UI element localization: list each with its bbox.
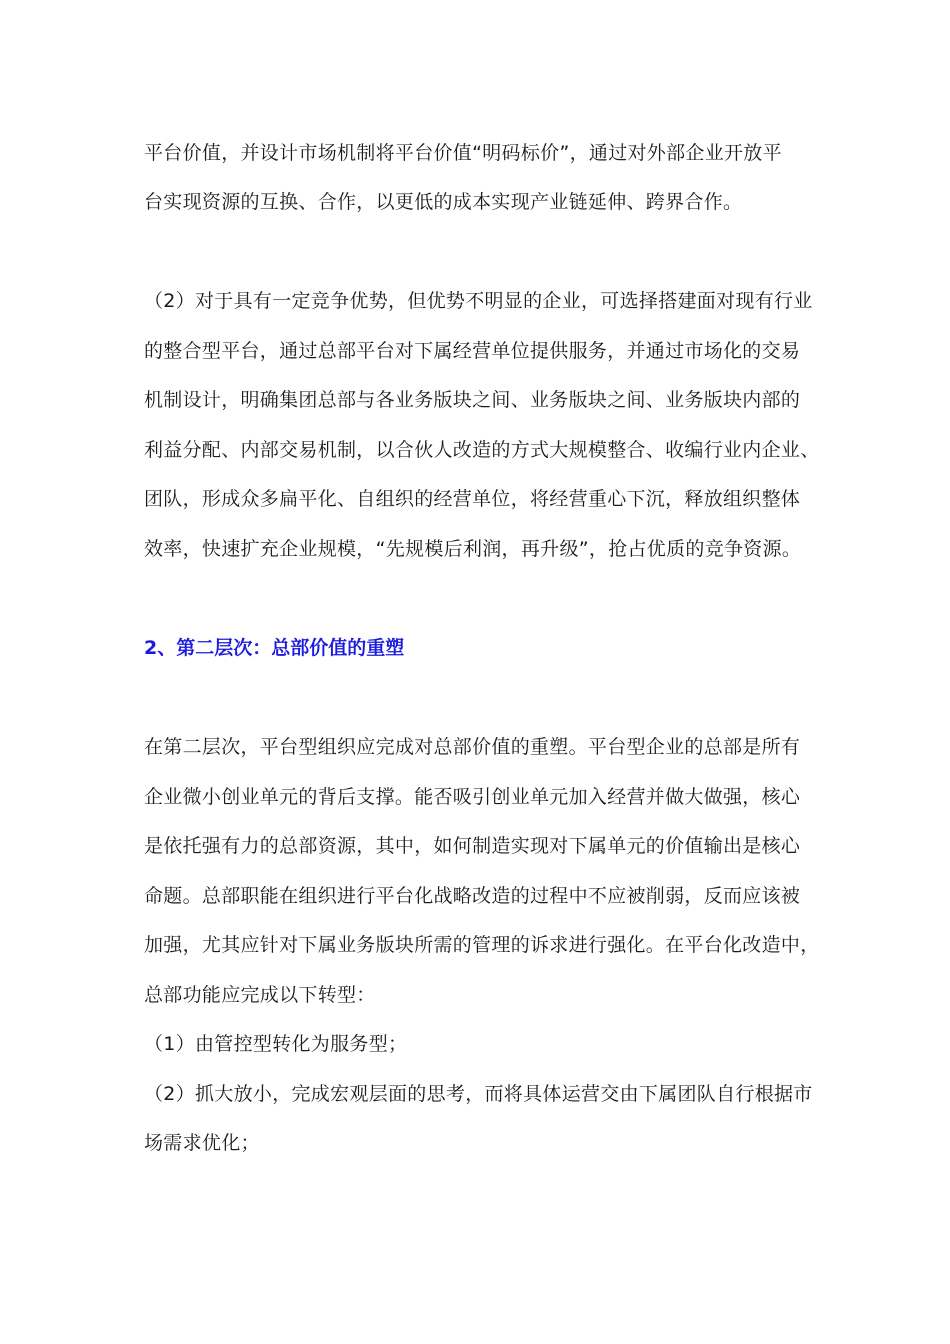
paragraph-2-line-1: （2）对于具有一定竞争优势，但优势不明显的企业，可选择搭建面对现有行业 — [144, 290, 813, 312]
paragraph-1-line-1: 平台价值，并设计市场机制将平台价值“明码标价”，通过对外部企业开放平 — [144, 142, 782, 164]
paragraph-3-line-5: 加强，尤其应针对下属业务版块所需的管理的诉求进行强化。在平台化改造中， — [144, 934, 820, 956]
paragraph-2-line-3: 机制设计，明确集团总部与各业务版块之间、业务版块之间、业务版块内部的 — [144, 389, 801, 411]
section-heading: 2、第二层次：总部价值的重塑 — [144, 637, 405, 659]
paragraph-3-line-4: 命题。总部职能在组织进行平台化战略改造的过程中不应被削弱，反而应该被 — [144, 885, 801, 907]
paragraph-3-line-1: 在第二层次，平台型组织应完成对总部价值的重塑。平台型企业的总部是所有 — [144, 736, 801, 758]
list-item-1-line-1: （1）由管控型转化为服务型； — [144, 1033, 408, 1055]
paragraph-3-line-3: 是依托强有力的总部资源，其中，如何制造实现对下属单元的价值输出是核心 — [144, 835, 801, 857]
list-item-2-line-1: （2）抓大放小，完成宏观层面的思考，而将具体运营交由下属团队自行根据市 — [144, 1083, 813, 1105]
paragraph-2-line-5: 团队，形成众多扁平化、自组织的经营单位，将经营重心下沉，释放组织整体 — [144, 488, 801, 510]
paragraph-2-line-2: 的整合型平台，通过总部平台对下属经营单位提供服务，并通过市场化的交易 — [144, 340, 801, 362]
paragraph-3-line-2: 企业微小创业单元的背后支撑。能否吸引创业单元加入经营并做大做强，核心 — [144, 786, 801, 808]
paragraph-3-line-6: 总部功能应完成以下转型： — [144, 984, 376, 1006]
list-item-2-line-2: 场需求优化； — [144, 1132, 260, 1154]
paragraph-2-line-4: 利益分配、内部交易机制，以合伙人改造的方式大规模整合、收编行业内企业、 — [144, 439, 820, 461]
paragraph-1-line-2: 台实现资源的互换、合作，以更低的成本实现产业链延伸、跨界合作。 — [144, 191, 743, 213]
paragraph-2-line-6: 效率，快速扩充企业规模，“先规模后利润，再升级”，抢占优质的竞争资源。 — [144, 538, 802, 560]
